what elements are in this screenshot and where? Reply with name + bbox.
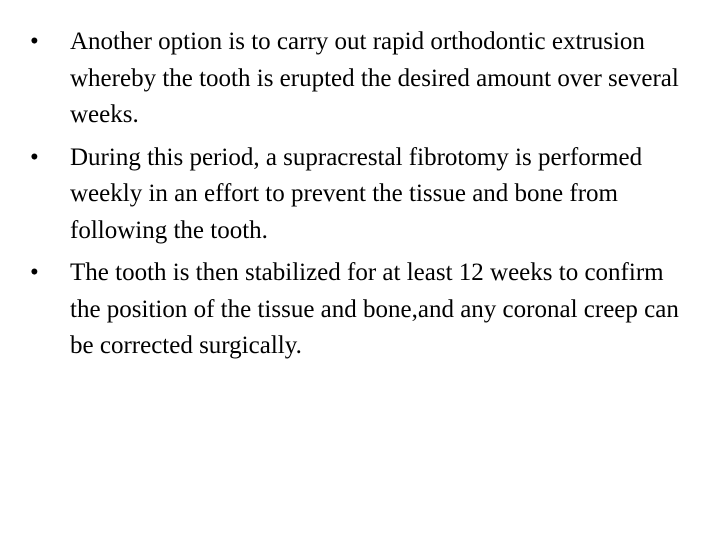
bullet-item (30, 140, 700, 250)
bullet-item (30, 24, 700, 134)
bullet-text: Another option is to carry out rapid orthodontic extrusion whereby the tooth is erupted the desired amount over several weeks. (70, 28, 679, 128)
bullet-icon: • (30, 28, 39, 55)
bullet-text: The tooth is then stabilized for at least 12 weeks to confirm the position of the tissue and bone,and any coronal creep can be corrected surgically. (70, 259, 679, 359)
bullet-list (30, 24, 700, 371)
bullet-item (30, 255, 700, 365)
bullet-icon: • (30, 143, 39, 171)
bullet-icon: • (30, 259, 39, 286)
bullet-text: During this period, a supracrestal fibrotomy is performed weekly in an effort to prevent the tissue and bone from following the tooth. (70, 143, 643, 244)
